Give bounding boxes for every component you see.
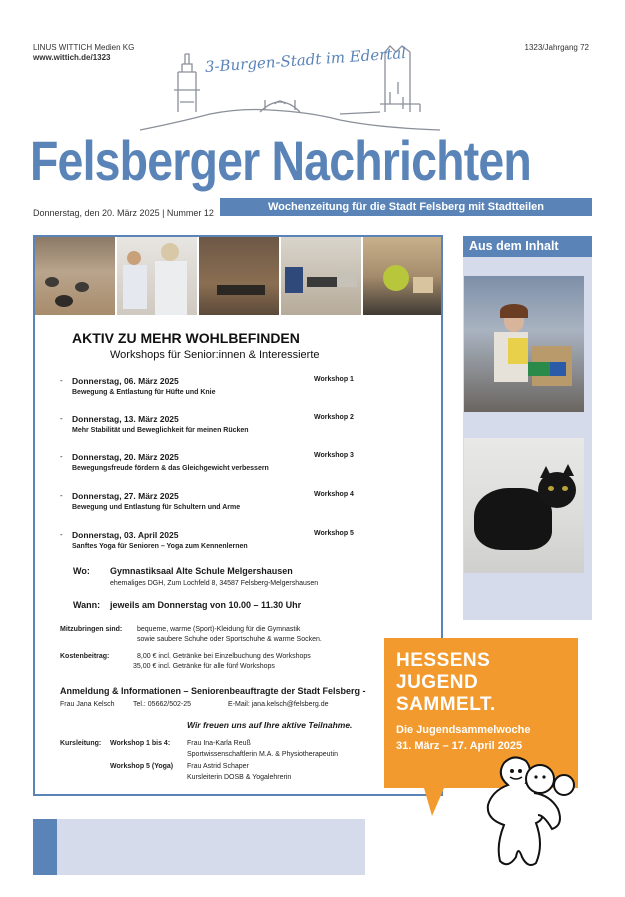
lead-person-2-title: Kursleiterin DOSB & Yogalehrerin bbox=[187, 774, 292, 781]
workshop-date: Donnerstag, 13. März 2025 bbox=[72, 414, 179, 424]
article-box bbox=[33, 235, 443, 796]
list-dash: - bbox=[60, 452, 63, 461]
ad-subline: Die Jugendsammelwoche bbox=[396, 724, 531, 736]
registration-title: Anmeldung & Informationen – Seniorenbeauftragte der Stadt Felsberg - bbox=[60, 686, 366, 696]
cost-line-2: 35,00 € incl. Getränke für alle fünf Workshops bbox=[133, 663, 275, 670]
exercise-ball-photo bbox=[363, 237, 441, 315]
workshop-item bbox=[60, 452, 360, 476]
bring-label: Mitzubringen sind: bbox=[60, 626, 123, 633]
list-dash: - bbox=[60, 414, 63, 423]
footer-accent-block bbox=[33, 819, 57, 875]
gym-room-photo bbox=[35, 237, 115, 315]
exercise-photo-1 bbox=[117, 237, 197, 315]
exercise-photo-2 bbox=[199, 237, 279, 315]
workshop-number: Workshop 5 bbox=[314, 530, 354, 537]
workshop-item bbox=[60, 414, 360, 438]
issue-number: 1323/Jahrgang 72 bbox=[524, 43, 589, 52]
workshop-item bbox=[60, 530, 360, 554]
weekly-banner: Wochenzeitung für die Stadt Felsberg mit Stadtteilen bbox=[220, 198, 592, 216]
ad-headline-1: HESSENS bbox=[396, 650, 491, 671]
workshop-description: Bewegung und Entlastung für Schultern und Arme bbox=[72, 504, 241, 511]
lead-label: Kursleitung: bbox=[60, 740, 102, 747]
list-dash: - bbox=[60, 491, 63, 500]
ad-dates: 31. März – 17. April 2025 bbox=[396, 740, 523, 752]
publisher-name: LINUS WITTICH Medien KG bbox=[33, 43, 135, 52]
lead-person-2: Frau Astrid Schaper bbox=[187, 763, 249, 770]
masthead-title: Felsberger Nachrichten bbox=[30, 129, 531, 192]
workshop-number: Workshop 3 bbox=[314, 452, 354, 459]
photo-strip bbox=[35, 237, 441, 315]
workshop-description: Bewegungsfreude fördern & das Gleichgewicht verbessern bbox=[72, 465, 269, 472]
exercise-photo-3 bbox=[281, 237, 361, 315]
workshop-date: Donnerstag, 03. April 2025 bbox=[72, 530, 179, 540]
teaser-photo-woman[interactable] bbox=[464, 276, 584, 412]
workshop-date: Donnerstag, 20. März 2025 bbox=[72, 452, 179, 462]
venue-address: ehemaliges DGH, Zum Lochfeld 8, 34587 Felsberg-Melgershausen bbox=[110, 580, 319, 587]
workshop-number: Workshop 4 bbox=[314, 491, 354, 498]
workshop-description: Bewegung & Entlastung für Hüfte und Knie bbox=[72, 389, 216, 396]
ad-headline-3: SAMMELT. bbox=[396, 694, 496, 715]
workshop-description: Mehr Stabilität und Beweglichkeit für meinen Rücken bbox=[72, 427, 249, 434]
lead-workshop-1: Workshop 1 bis 4: bbox=[110, 740, 171, 747]
bring-line-1: bequeme, warme (Sport)-Kleidung für die Gymnastik bbox=[137, 626, 301, 633]
workshop-description: Sanftes Yoga für Senioren – Yoga zum Kennenlernen bbox=[72, 543, 248, 550]
list-dash: - bbox=[60, 530, 63, 539]
time-text: jeweils am Donnerstag von 10.00 – 11.30 Uhr bbox=[110, 600, 302, 610]
contact-email[interactable]: E-Mail: jana.kelsch@felsberg.de bbox=[228, 701, 329, 708]
issue-date: Donnerstag, den 20. März 2025 | Nummer 12 bbox=[33, 208, 214, 218]
lead-workshop-2: Workshop 5 (Yoga) bbox=[110, 763, 174, 770]
workshop-date: Donnerstag, 06. März 2025 bbox=[72, 376, 179, 386]
cost-label: Kostenbeitrag: bbox=[60, 653, 110, 660]
script-tagline: 3-Burgen-Stadt im Edertal bbox=[204, 43, 407, 76]
list-dash: - bbox=[60, 376, 63, 385]
article-subtitle: Workshops für Senior:innen & Interessierte bbox=[110, 349, 320, 361]
publisher-url[interactable]: www.wittich.de/1323 bbox=[33, 53, 111, 62]
workshop-item bbox=[60, 491, 360, 515]
workshop-date: Donnerstag, 27. März 2025 bbox=[72, 491, 179, 501]
lead-person-1-title: Sportwissenschaftlerin M.A. & Physiotherapeutin bbox=[187, 751, 338, 758]
article-title: AKTIV ZU MEHR WOHLBEFINDEN bbox=[72, 330, 300, 346]
workshop-item bbox=[60, 376, 360, 400]
cost-line-1: 8,00 € incl. Getränke bei Einzelbuchung des Workshops bbox=[137, 653, 311, 660]
teaser-photo-cat[interactable] bbox=[464, 438, 584, 573]
lead-person-1: Frau Ina-Karla Reuß bbox=[187, 740, 251, 747]
contact-phone[interactable]: Tel.: 05662/502-25 bbox=[133, 701, 191, 708]
where-label: Wo: bbox=[73, 566, 90, 576]
venue-name: Gymnastiksaal Alte Schule Melgershausen bbox=[110, 566, 293, 576]
contents-heading: Aus dem Inhalt bbox=[463, 236, 592, 257]
workshop-number: Workshop 1 bbox=[314, 376, 354, 383]
footer-teaser-bar bbox=[57, 819, 365, 875]
when-label: Wann: bbox=[73, 600, 101, 610]
thanks-note: Wir freuen uns auf Ihre aktive Teilnahme. bbox=[187, 720, 353, 730]
bring-line-2: sowie saubere Schuhe oder Sportschuhe & warme Socken. bbox=[137, 636, 322, 643]
mascot-figures-icon bbox=[478, 745, 578, 871]
ad-headline-2: JUGEND bbox=[396, 672, 479, 693]
contact-name: Frau Jana Kelsch bbox=[60, 701, 115, 708]
workshop-number: Workshop 2 bbox=[314, 414, 354, 421]
